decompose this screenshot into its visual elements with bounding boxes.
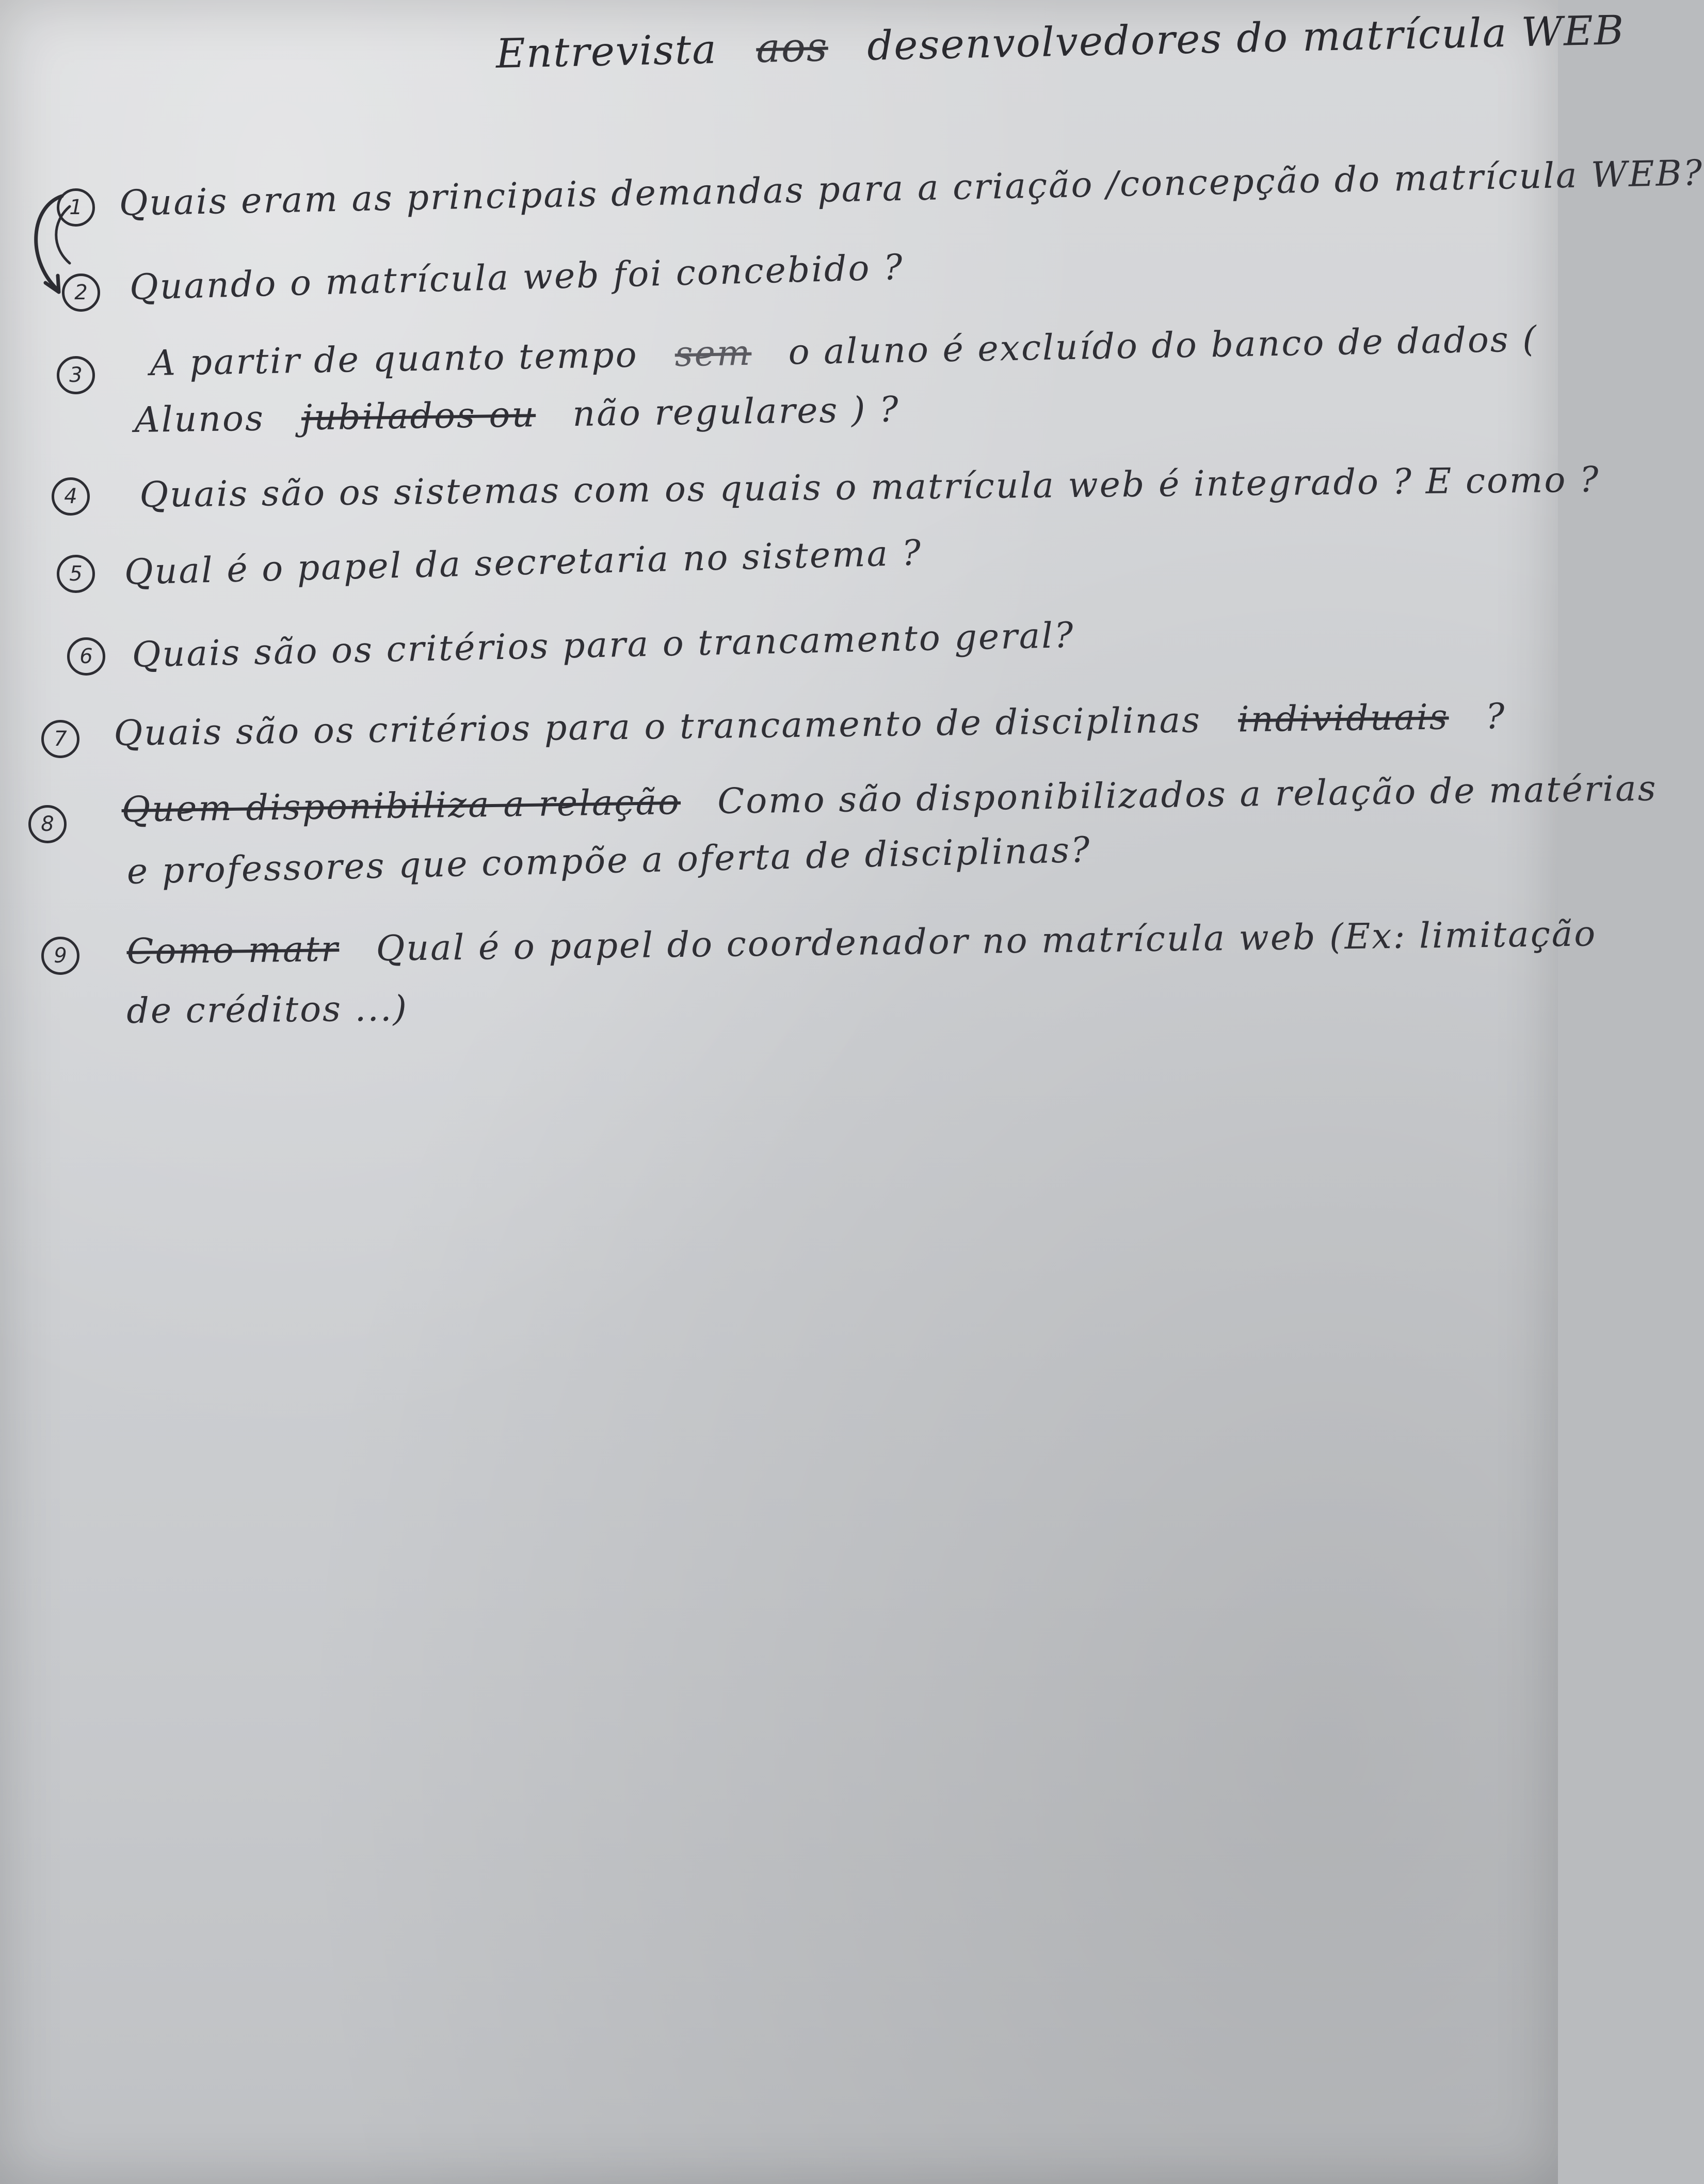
question-number-badge: 3 (57, 356, 95, 394)
struck-text: sem (674, 332, 752, 375)
question-line (134, 389, 900, 441)
page-title (495, 7, 1626, 77)
question-number-badge: 5 (57, 555, 95, 593)
question-text: Alunos (134, 398, 265, 441)
question-text: não regulares ) ? (572, 389, 901, 435)
question-text: Quais são os critérios para o trancamento geral? (132, 615, 1075, 676)
title-suffix: desenvolvedores do matrícula WEB (866, 7, 1626, 70)
question-line (126, 988, 408, 1032)
question-text: Quais são os critérios para o trancamento de disciplinas (114, 700, 1202, 754)
question-number-badge: 2 (62, 274, 100, 312)
question-line (126, 913, 1597, 972)
question-text: ? (1485, 696, 1506, 737)
question-number-badge: 4 (52, 477, 90, 516)
question-text: Quais eram as principais demandas para a criação /concepção do matrícula WEB? (119, 153, 1704, 224)
question-text: Quais são os sistemas com os quais o matrícula web é integrado ? E como ? (139, 459, 1600, 516)
question-text: Quando o matrícula web foi concebido ? (129, 247, 905, 308)
question-7 (0, 696, 1558, 784)
question-text: Como são disponibilizados a relação de matérias (717, 768, 1658, 822)
question-number-badge: 9 (41, 937, 79, 975)
question-line (114, 696, 1506, 754)
question-8 (0, 768, 1658, 908)
question-number-badge: 8 (28, 805, 67, 843)
question-3 (0, 319, 1558, 464)
question-text: e professores que compõe a oferta de disciplinas? (126, 829, 1092, 892)
question-text: Qual é o papel da secretaria no sistema ? (124, 533, 923, 593)
question-text: A partir de quanto tempo (150, 334, 639, 384)
struck-text: Como matr (126, 928, 340, 972)
question-text: Qual é o papel do coordenador no matrícula web (Ex: limitação (376, 913, 1597, 970)
question-line (121, 768, 1658, 830)
title-prefix: Entrevista (495, 26, 718, 77)
question-line (139, 459, 1600, 516)
question-5 (0, 533, 1558, 630)
question-text: o aluno é excluído do banco de dados ( (787, 319, 1538, 373)
question-9 (0, 913, 1597, 1053)
question-number-badge: 7 (41, 720, 79, 758)
title-struck-word: aos (755, 24, 829, 72)
question-line (119, 153, 1704, 224)
question-text: de créditos ...) (126, 988, 409, 1032)
struck-text: individuais (1237, 697, 1450, 741)
question-number-badge: 6 (67, 637, 105, 676)
struck-text: jubilados ou (301, 394, 536, 439)
question-line (126, 830, 1091, 892)
struck-text: Quem disponibiliza a relação (121, 781, 681, 830)
question-number-badge: 1 (57, 188, 95, 227)
